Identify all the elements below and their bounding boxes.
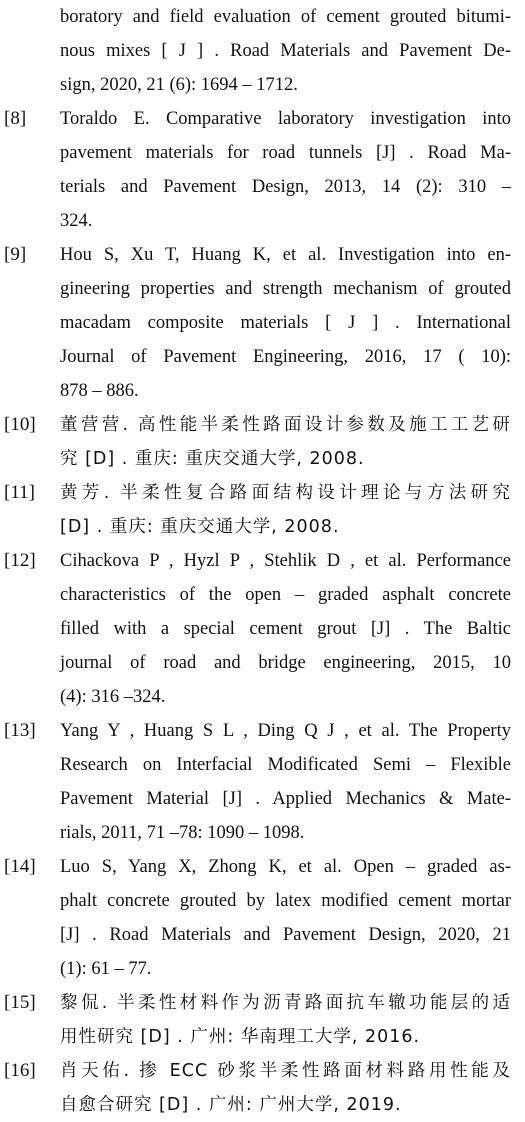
reference-line: 878 – 886.	[60, 381, 139, 401]
reference-text	[60, 1054, 525, 1122]
reference-line: [J] . Road Materials and Pavement Design, 2020, 21	[60, 925, 511, 945]
reference-text	[60, 544, 525, 714]
reference-line: Cihackova P , Hyzl P , Stehlik D , et al. Performance	[60, 551, 511, 571]
reference-number: [13]	[4, 720, 36, 741]
reference-entry-9	[0, 238, 525, 408]
reference-number: [8]	[4, 108, 27, 129]
reference-number: [10]	[4, 414, 36, 435]
reference-line: sign, 2020, 21 (6): 1694 – 1712.	[60, 75, 298, 95]
reference-line: (4): 316 –324.	[60, 687, 166, 707]
reference-line: phalt concrete grouted by latex modified cement mortar	[60, 891, 511, 911]
reference-text	[60, 102, 525, 238]
reference-line: gineering properties and strength mechanism of grouted	[60, 279, 511, 299]
reference-number: [11]	[4, 482, 35, 503]
reference-line: 肖天佑. 掺 ECC 砂浆半柔性路面材料路用性能及	[60, 1061, 511, 1081]
reference-line: terials and Pavement Design, 2013, 14 (2): 310 –	[60, 177, 511, 197]
reference-entry-15	[0, 986, 525, 1054]
reference-entry-14	[0, 850, 525, 986]
reference-line: Yang Y , Huang S L , Ding Q J , et al. The Property	[60, 721, 511, 741]
reference-line: Journal of Pavement Engineering, 2016, 17 ( 10):	[60, 347, 511, 367]
reference-line: filled with a special cement grout [J] . The Baltic	[60, 619, 511, 639]
reference-entry-12	[0, 544, 525, 714]
reference-line: nous mixes [ J ] . Road Materials and Pavement De-	[60, 41, 511, 61]
reference-line: rials, 2011, 71 –78: 1090 – 1098.	[60, 823, 305, 843]
reference-line: 究 [D] . 重庆: 重庆交通大学, 2008.	[60, 449, 365, 469]
reference-line: 用性研究 [D] . 广州: 华南理工大学, 2016.	[60, 1027, 421, 1047]
reference-entry-11	[0, 476, 525, 544]
reference-text	[60, 476, 525, 544]
reference-line: 黄芳. 半柔性复合路面结构设计理论与方法研究	[60, 483, 511, 503]
reference-line: [D] . 重庆: 重庆交通大学, 2008.	[60, 517, 340, 537]
reference-line: macadam composite materials [ J ] . International	[60, 313, 511, 333]
reference-line: 324.	[60, 211, 93, 231]
reference-line: 董营营. 高性能半柔性路面设计参数及施工工艺研	[60, 415, 511, 435]
reference-line: pavement materials for road tunnels [J] . Road Ma-	[60, 143, 511, 163]
reference-line: (1): 61 – 77.	[60, 959, 152, 979]
reference-line: journal of road and bridge engineering, 2015, 10	[60, 653, 511, 673]
reference-line: Pavement Material [J] . Applied Mechanics & Mate-	[60, 789, 511, 809]
reference-entry-16	[0, 1054, 525, 1122]
reference-number: [12]	[4, 550, 36, 571]
reference-line: 自愈合研究 [D] . 广州: 广州大学, 2019.	[60, 1095, 402, 1115]
reference-line: 黎侃. 半柔性材料作为沥青路面抗车辙功能层的适	[60, 993, 511, 1013]
reference-text	[60, 238, 525, 408]
reference-text	[60, 0, 525, 102]
reference-line: Toraldo E. Comparative laboratory investigation into	[60, 109, 511, 129]
reference-line: Luo S, Yang X, Zhong K, et al. Open – graded as-	[60, 857, 511, 877]
reference-number: [16]	[4, 1060, 36, 1081]
reference-line: characteristics of the open – graded asphalt concrete	[60, 585, 511, 605]
reference-number: [15]	[4, 992, 36, 1013]
reference-line: boratory and field evaluation of cement grouted bitumi-	[60, 7, 511, 27]
reference-line: Research on Interfacial Modificated Semi – Flexible	[60, 755, 511, 775]
reference-entry-8	[0, 102, 525, 238]
reference-entry-7-continued	[0, 0, 525, 102]
reference-text	[60, 714, 525, 850]
reference-entry-10	[0, 408, 525, 476]
reference-number: [14]	[4, 856, 36, 877]
reference-number: [9]	[4, 244, 27, 265]
reference-line: Hou S, Xu T, Huang K, et al. Investigation into en-	[60, 245, 511, 265]
reference-text	[60, 850, 525, 986]
reference-text	[60, 408, 525, 476]
reference-text	[60, 986, 525, 1054]
reference-entry-13	[0, 714, 525, 850]
